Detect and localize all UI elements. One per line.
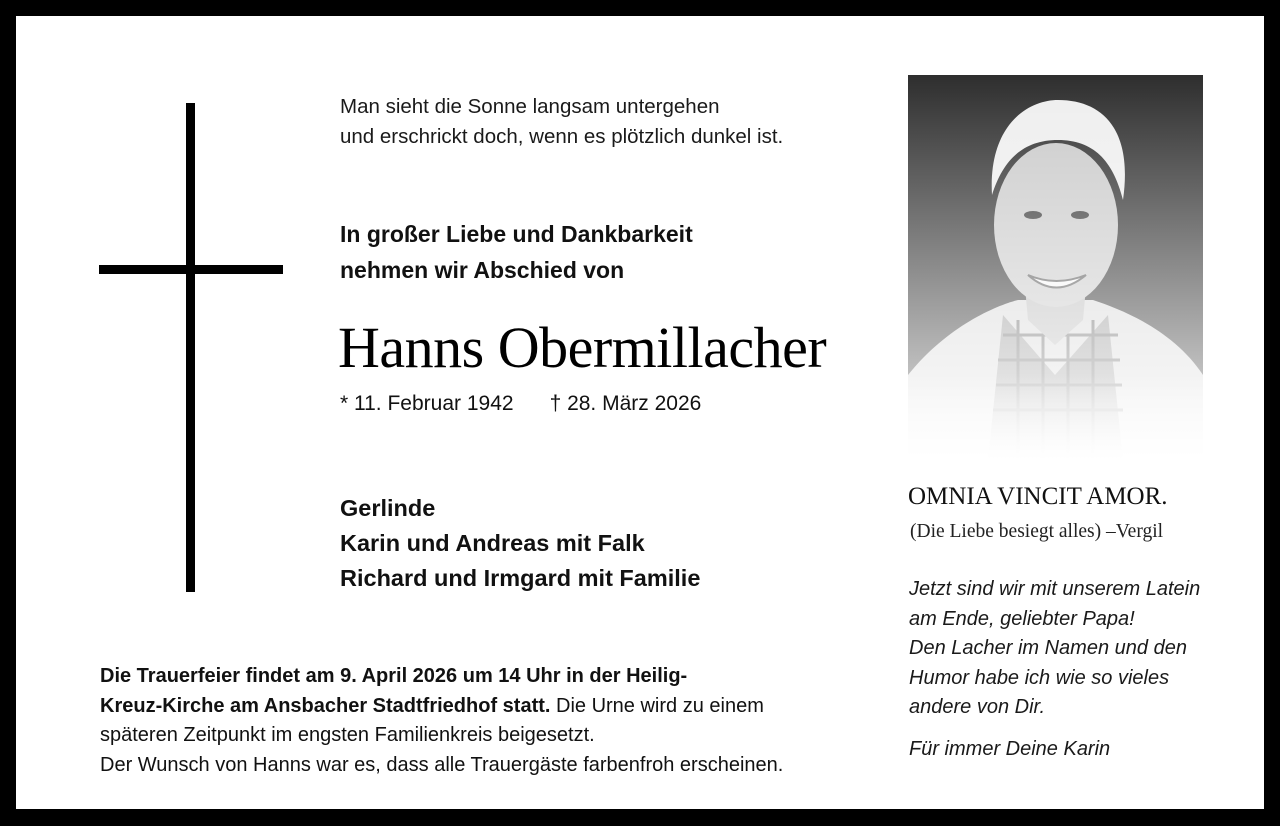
mourner-line: Richard und Irmgard mit Familie <box>340 565 701 591</box>
poem-line: Man sieht die Sonne langsam untergehen <box>340 95 720 118</box>
note-line: Humor habe ich wie so vieles <box>909 666 1170 689</box>
poem <box>340 92 783 152</box>
intro-line: In großer Liebe und Dankbarkeit <box>340 221 693 247</box>
deceased-name: Hanns Obermillacher <box>338 315 827 380</box>
service-line: Der Wunsch von Hanns war es, dass alle Trauergäste farbenfroh erscheinen. <box>100 753 784 776</box>
portrait-photo <box>908 75 1203 460</box>
mourners <box>340 491 700 596</box>
death-date: † 28. März 2026 <box>549 392 702 415</box>
service-line: Kreuz-Kirche am Ansbacher Stadtfriedhof statt. <box>100 694 551 717</box>
motto-latin: OMNIA VINCIT AMOR. <box>908 483 1168 510</box>
personal-note <box>909 575 1200 723</box>
mourner-line: Karin und Andreas mit Falk <box>340 530 645 556</box>
cross-icon-bar <box>99 265 283 274</box>
intro <box>340 216 693 288</box>
motto-translation: (Die Liebe besiegt alles) –Vergil <box>910 521 1164 542</box>
signoff: Für immer Deine Karin <box>909 738 1111 760</box>
birth-date: * 11. Februar 1942 <box>340 392 514 415</box>
poem-line: und erschrickt doch, wenn es plötzlich dunkel ist. <box>340 125 784 148</box>
service-info <box>100 662 783 780</box>
intro-line: nehmen wir Abschied von <box>340 257 625 283</box>
life-dates <box>340 389 701 419</box>
cross-icon <box>186 103 195 592</box>
service-line: Die Urne wird zu einem <box>550 694 764 717</box>
service-line: späteren Zeitpunkt im engsten Familienkreis beigesetzt. <box>100 724 595 746</box>
note-line: andere von Dir. <box>909 696 1045 718</box>
note-line: Jetzt sind wir mit unserem Latein <box>909 578 1201 600</box>
note-line: am Ende, geliebter Papa! <box>909 607 1135 630</box>
note-line: Den Lacher im Namen und den <box>909 637 1187 659</box>
service-line: Die Trauerfeier findet am 9. April 2026 um 14 Uhr in der Heilig- <box>100 665 688 687</box>
obituary-card <box>16 16 1264 809</box>
mourner-line: Gerlinde <box>340 495 436 521</box>
